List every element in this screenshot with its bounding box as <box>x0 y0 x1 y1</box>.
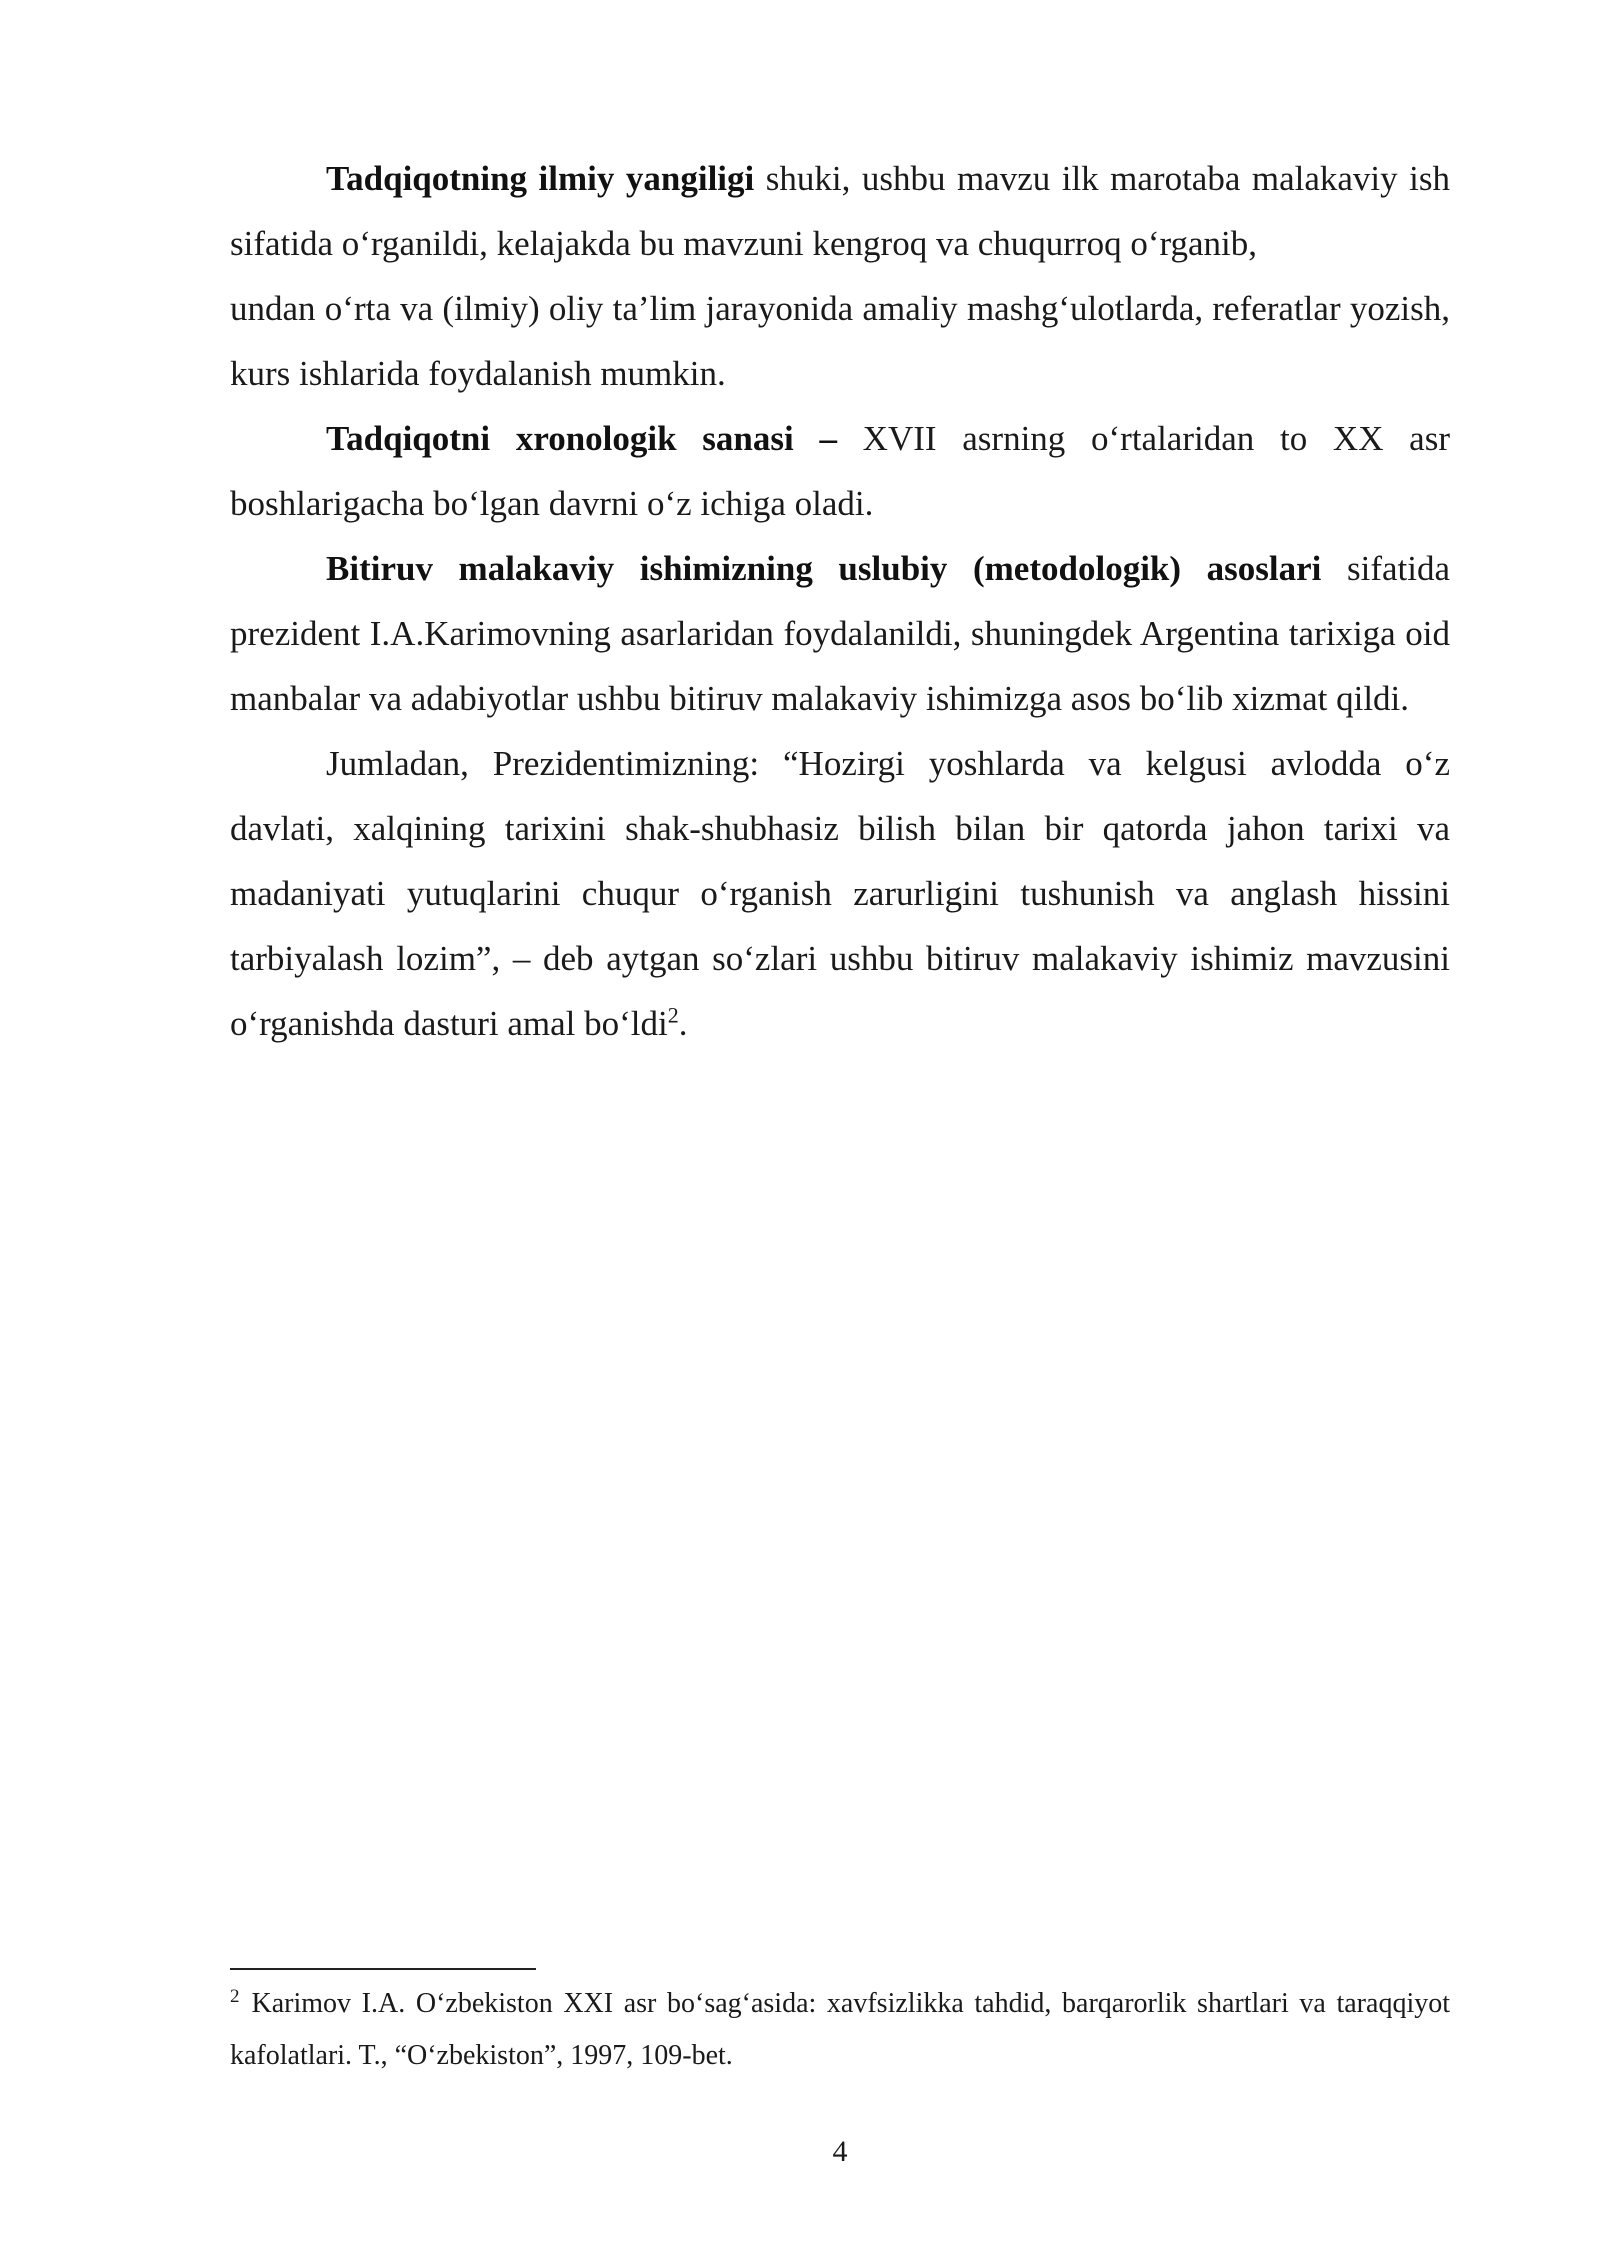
footnote-separator <box>230 1968 536 1970</box>
heading-scientific-novelty: Tadqiqotning ilmiy yangiligi <box>326 159 755 198</box>
paragraph-text: XVII asrning o‘rtalaridan to XX asr boshlarigacha bo‘lgan davrni o‘z ichiga oladi. <box>230 419 1450 523</box>
paragraph-text: undan o‘rta va (ilmiy) oliy ta’lim jarayonida amaliy mashg‘ulotlarda, referatlar yozish, kurs ishlarida foydalanish mumkin. <box>230 289 1450 393</box>
heading-chronology: Tadqiqotni xronologik sanasi – <box>326 419 837 458</box>
footnote-reference[interactable]: 2 <box>667 1002 679 1028</box>
paragraph-methodology <box>230 536 1450 731</box>
paragraph-text: Jumladan, Prezidentimizning: “Hozirgi yoshlarda va kelgusi avlodda o‘z davlati, xalqining tarixini shak-shubhasiz bilish bilan bir qatorda jahon tarixi va madaniyati yutuqlarini chuqur o‘rganish zarurligini tushunish va anglash hissini tarbiyalash lozim”, – deb aytgan so‘zlari ushbu bitiruv malakaviy ishimiz mavzusini o‘rganishda dasturi amal bo‘ldi <box>230 744 1450 1043</box>
paragraph-president-quote <box>230 731 1450 1056</box>
main-text <box>230 146 1450 1056</box>
page-number: 4 <box>832 2135 848 2168</box>
footnote <box>230 1978 1450 2082</box>
footnote-text: Karimov I.A. O‘zbekiston XXI asr bo‘sag‘asida: xavfsizlikka tahdid, barqarorlik shartlari va taraqqiyot kafolatlari. T., “O‘zbekiston”, 1997, 109-bet. <box>230 1988 1450 2071</box>
heading-methodology: Bitiruv malakaviy ishimizning uslubiy (metodologik) asoslari <box>326 549 1322 588</box>
paragraph-text: sifatida prezident I.A.Karimovning asarlaridan foydalanildi, shuningdek Argentina tarixiga oid manbalar va adabiyotlar ushbu bitiruv malakaviy ishimizga asos bo‘lib xizmat qildi. <box>230 549 1450 718</box>
paragraph-scientific-novelty <box>230 146 1450 276</box>
paragraph-continuation <box>230 276 1450 406</box>
footnote-marker: 2 <box>230 1985 240 2007</box>
paragraph-end-punctuation: . <box>678 1004 688 1043</box>
paragraph-chronology <box>230 406 1450 536</box>
paragraph-text: shuki, ushbu mavzu ilk marotaba malakaviy ish sifatida o‘rganildi, kelajakda bu mavzuni kengroq va chuqurroq o‘rganib, <box>230 159 1450 263</box>
